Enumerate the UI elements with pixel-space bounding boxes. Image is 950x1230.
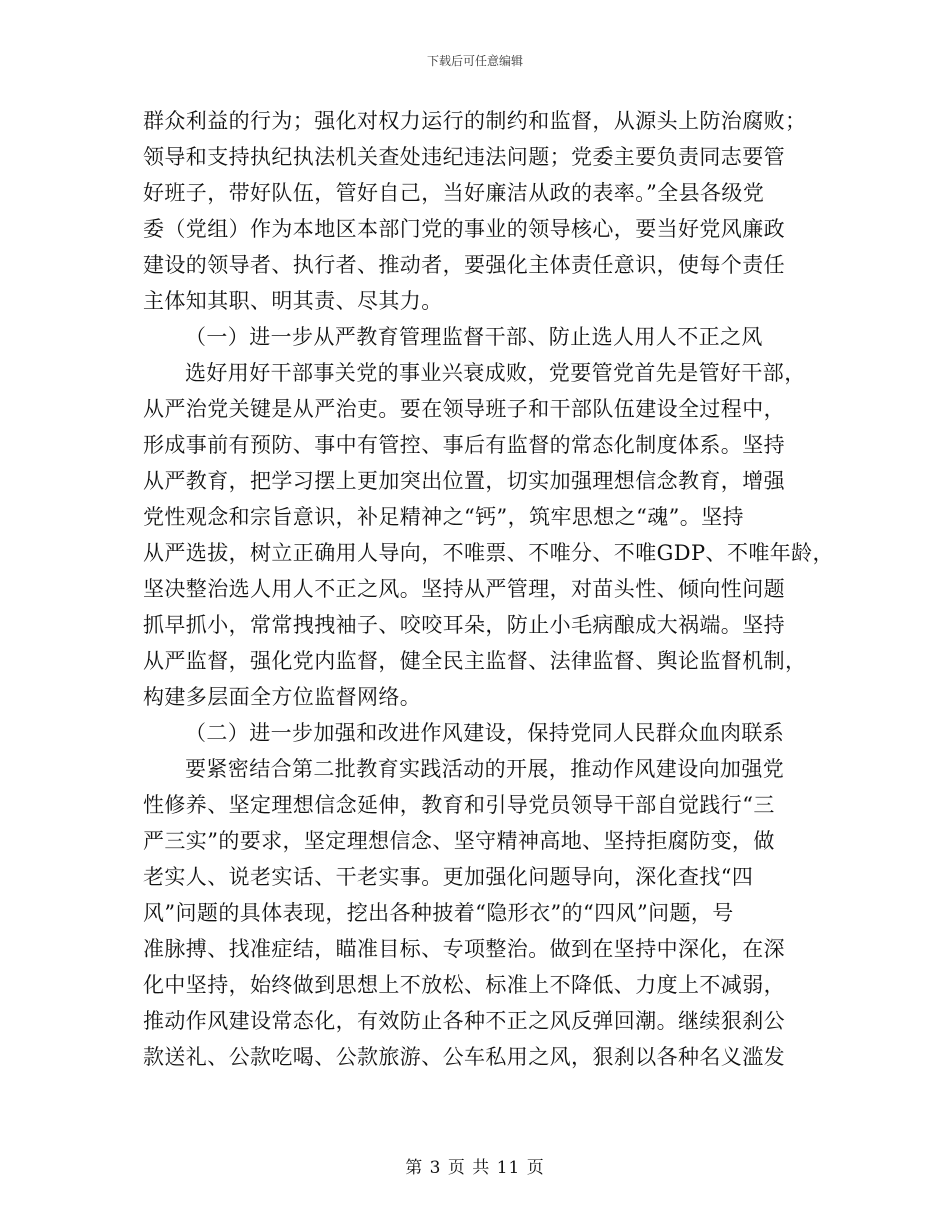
text-line: 主体知其职、明其责、尽其力。: [143, 289, 443, 313]
text-line: （二）进一步加强和改进作风建设，保持党同人民群众血肉联系: [185, 721, 785, 745]
text-line: 党性观念和宗旨意识，补足精神之“钙”，筑牢思想之“魂”。坚持: [143, 505, 744, 529]
text-line: 严三实”的要求，坚定理想信念、坚守精神高地、坚持拒腐防变，做: [143, 829, 775, 853]
text-line: 群众利益的行为；强化对权力运行的制约和监督，从源头上防治腐败；: [143, 109, 807, 133]
text-line: 建设的领导者、执行者、推动者，要强化主体责任意识，使每个责任: [143, 253, 785, 277]
text-line: 性修养、坚定理想信念延伸，教育和引导党员领导干部自觉践行“三: [143, 793, 775, 817]
text-line: 推动作风建设常态化，有效防止各种不正之风反弹回潮。继续狠刹公: [143, 1009, 785, 1033]
text-line: 准脉搏、找准症结，瞄准目标、专项整治。做到在坚持中深化，在深: [143, 937, 785, 961]
text-line: 坚决整治选人用人不正之风。坚持从严管理，对苗头性、倾向性问题: [143, 577, 785, 601]
text-line: 老实人、说老实话、干老实事。更加强化问题导向，深化查找“四: [143, 865, 754, 889]
document-body: [143, 103, 834, 1075]
text-line: 好班子，带好队伍，管好自己，当好廉洁从政的表率。”全县各级党: [143, 181, 765, 205]
text-line: 款送礼、公款吃喝、公款旅游、公车私用之风，狠刹以各种名义滥发: [143, 1045, 785, 1069]
text-line: 领导和支持执纪执法机关查处违纪违法问题；党委主要负责同志要管: [143, 145, 785, 169]
page-header: 下载后可任意编辑: [426, 54, 523, 68]
text-line: 形成事前有预防、事中有管控、事后有监督的常态化制度体系。坚持: [143, 433, 785, 457]
text-line: 委（党组）作为本地区本部门党的事业的领导核心，要当好党风廉政: [143, 217, 785, 241]
text-line: 风”问题的具体表现，挖出各种披着“隐形衣”的“四风”问题，号: [143, 901, 734, 925]
text-line: 化中坚持，始终做到思想上不放松、标准上不降低、力度上不减弱，: [143, 973, 785, 997]
text-line: 抓早抓小，常常拽拽袖子、咬咬耳朵，防止小毛病酿成大祸端。坚持: [143, 613, 785, 637]
text-line: 选好用好干部事关党的事业兴衰成败，党要管党首先是管好干部，: [185, 361, 806, 385]
text-line: 从严选拔，树立正确用人导向，不唯票、不唯分、不唯GDP、不唯年龄，: [143, 541, 834, 565]
text-line: 从严监督，强化党内监督，健全民主监督、法律监督、舆论监督机制，: [143, 649, 807, 673]
text-line: 从严教育，把学习摆上更加突出位置，切实加强理想信念教育，增强: [143, 469, 785, 493]
text-line: 从严治党关键是从严治吏。要在领导班子和干部队伍建设全过程中，: [143, 397, 785, 421]
text-line: 要紧密结合第二批教育实践活动的开展，推动作风建设向加强党: [185, 757, 785, 781]
text-line: （一）进一步从严教育管理监督干部、防止选人用人不正之风: [185, 325, 763, 349]
text-line: 构建多层面全方位监督网络。: [143, 685, 422, 709]
page-footer: 第 3 页 共 11 页: [405, 1158, 545, 1178]
